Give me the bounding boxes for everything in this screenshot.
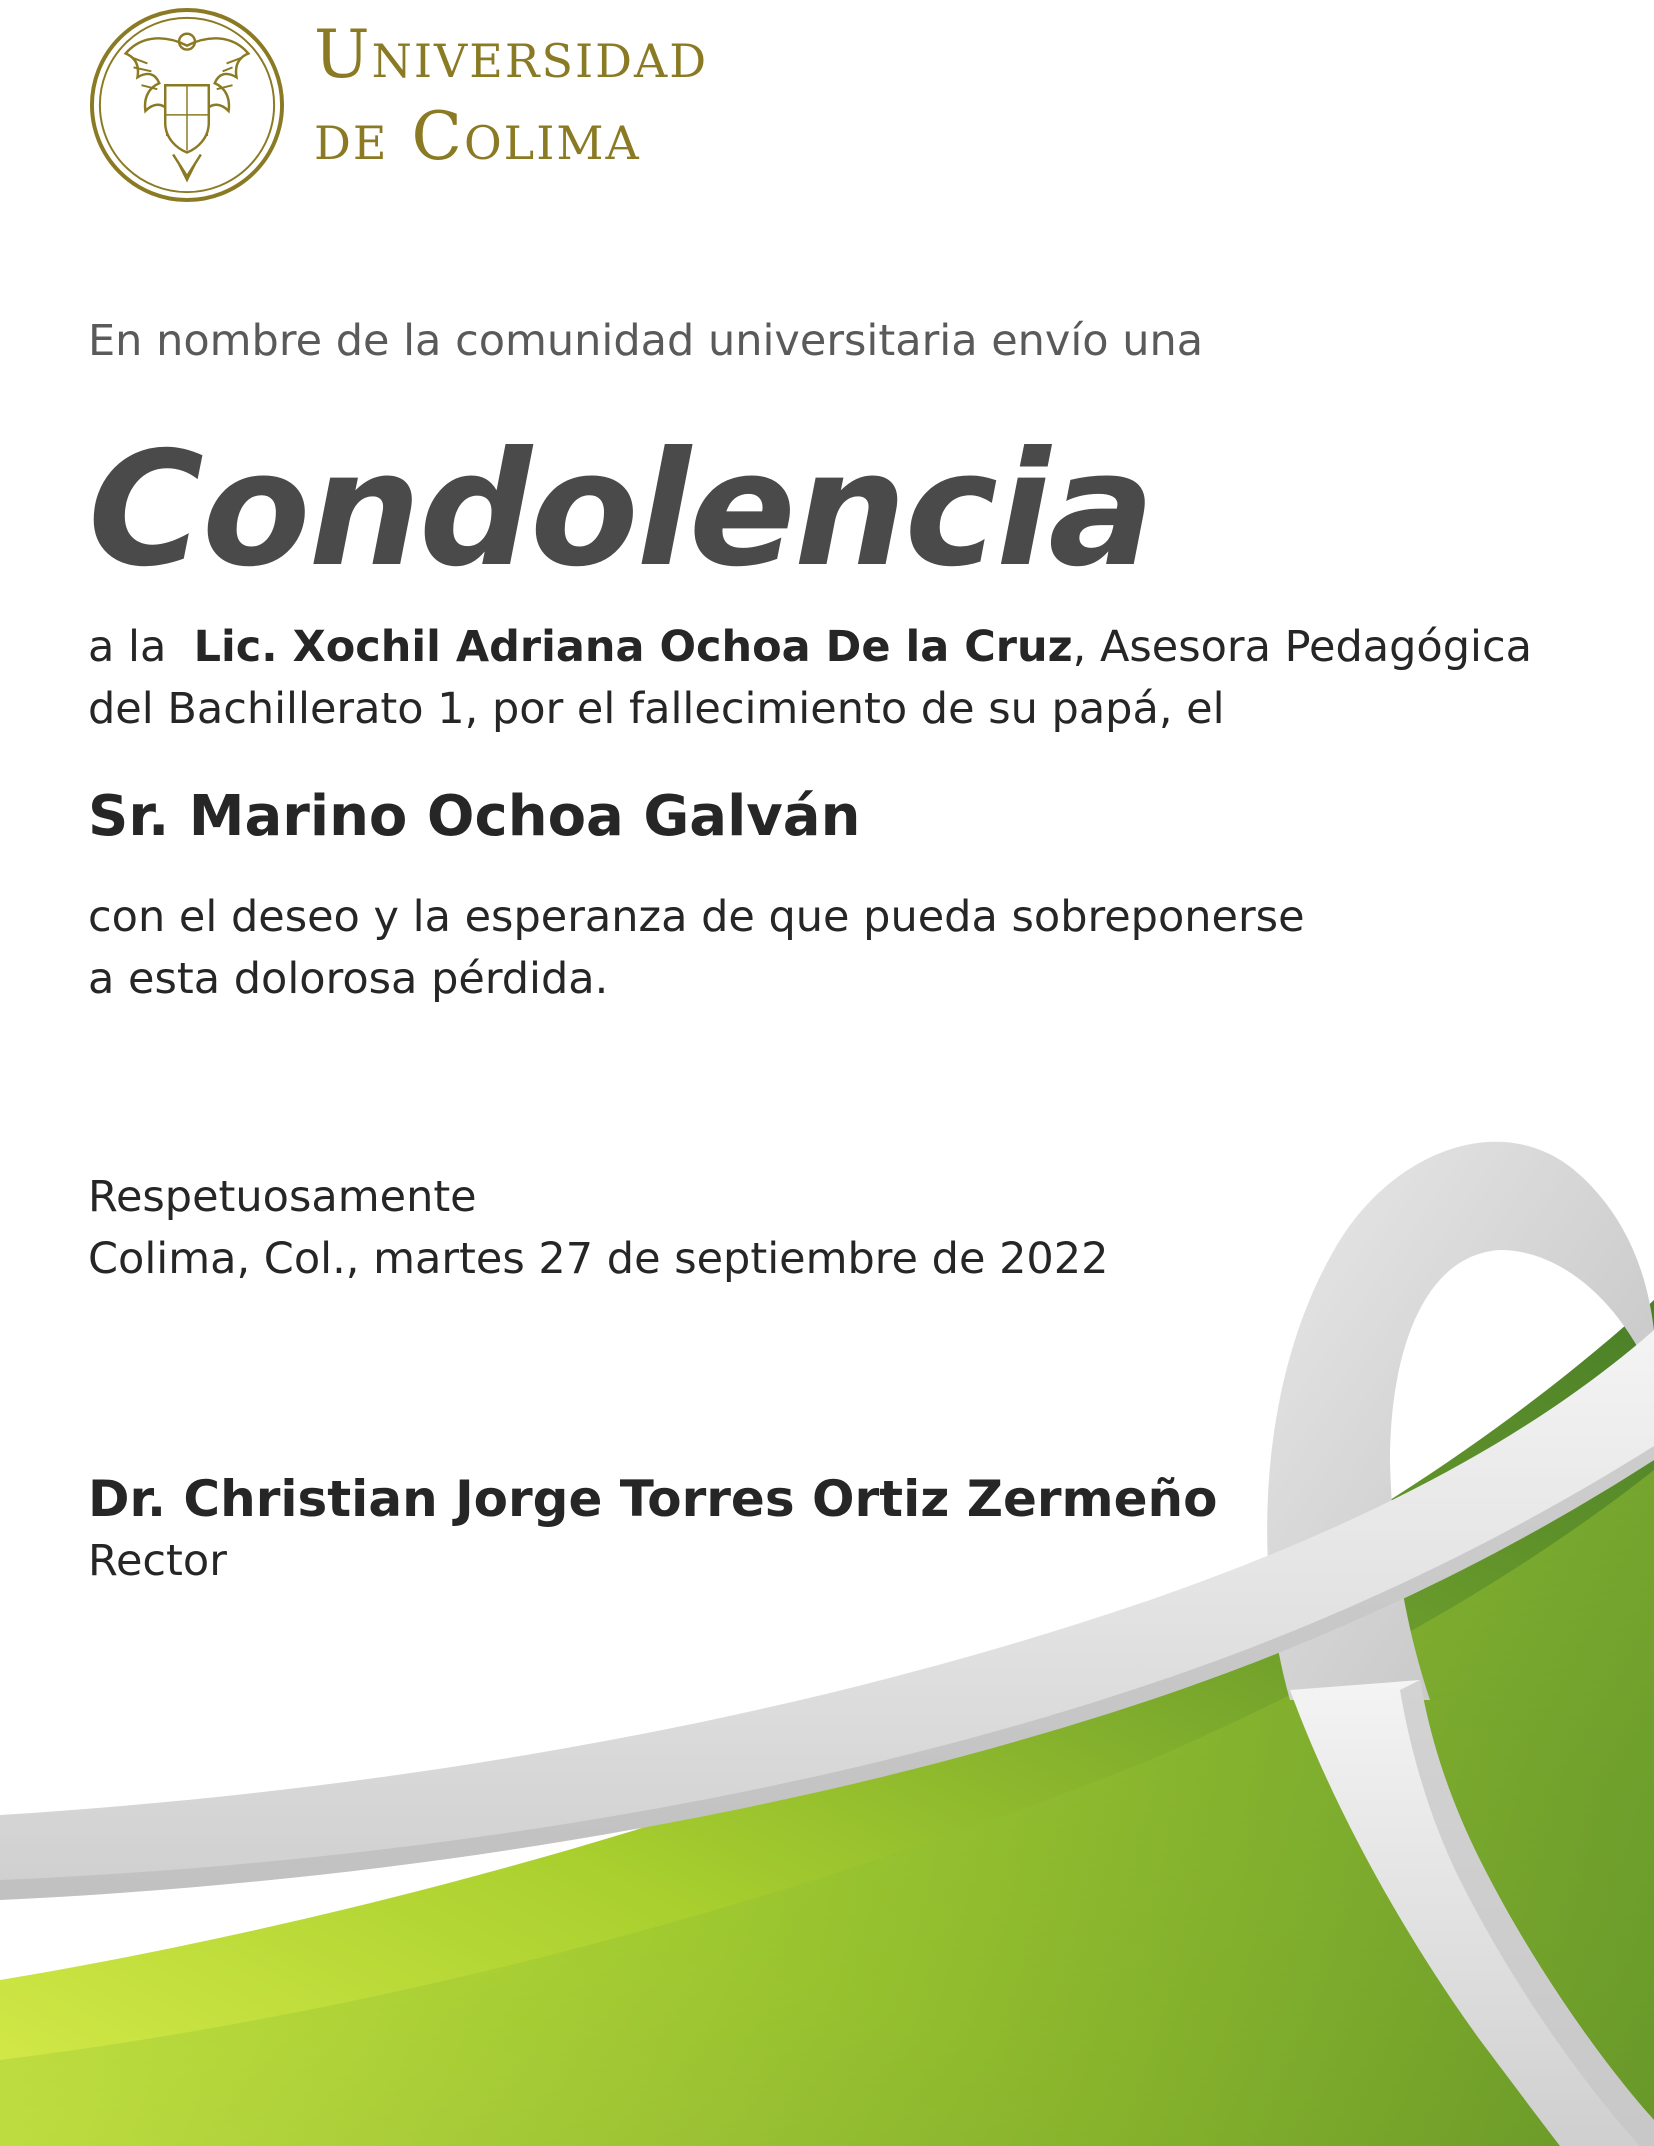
closing-date: Colima, Col., martes 27 de septiembre de 2022 [88, 1234, 1109, 1284]
closing-block [88, 1166, 1109, 1290]
recipient-paragraph [88, 616, 1532, 740]
university-header [88, 0, 788, 210]
recipient-line2: del Bachillerato 1, por el fallecimiento de su papá, el [88, 684, 1225, 734]
university-seal-icon [88, 6, 286, 204]
recipient-role: , Asesora Pedagógica [1072, 622, 1532, 672]
university-wordmark [314, 16, 709, 175]
intro-text: En nombre de la comunidad universitaria envío una [88, 316, 1204, 366]
signer-title: Rector [88, 1536, 227, 1586]
wish-paragraph [88, 886, 1305, 1010]
closing-line1: Respetuosamente [88, 1172, 477, 1222]
wish-line2: a esta dolorosa pérdida. [88, 954, 609, 1004]
deceased-name: Sr. Marino Ochoa Galván [88, 784, 861, 849]
signer-name: Dr. Christian Jorge Torres Ortiz Zermeño [88, 1470, 1218, 1528]
page-title: Condolencia [88, 418, 1153, 602]
recipient-name: Lic. Xochil Adriana Ochoa De la Cruz [193, 622, 1073, 672]
university-name-line2: de Colima [314, 98, 641, 175]
recipient-prefix: a la [88, 622, 180, 672]
wish-line1: con el deseo y la esperanza de que pueda sobreponerse [88, 892, 1305, 942]
university-name-line1: Universidad [314, 16, 709, 93]
